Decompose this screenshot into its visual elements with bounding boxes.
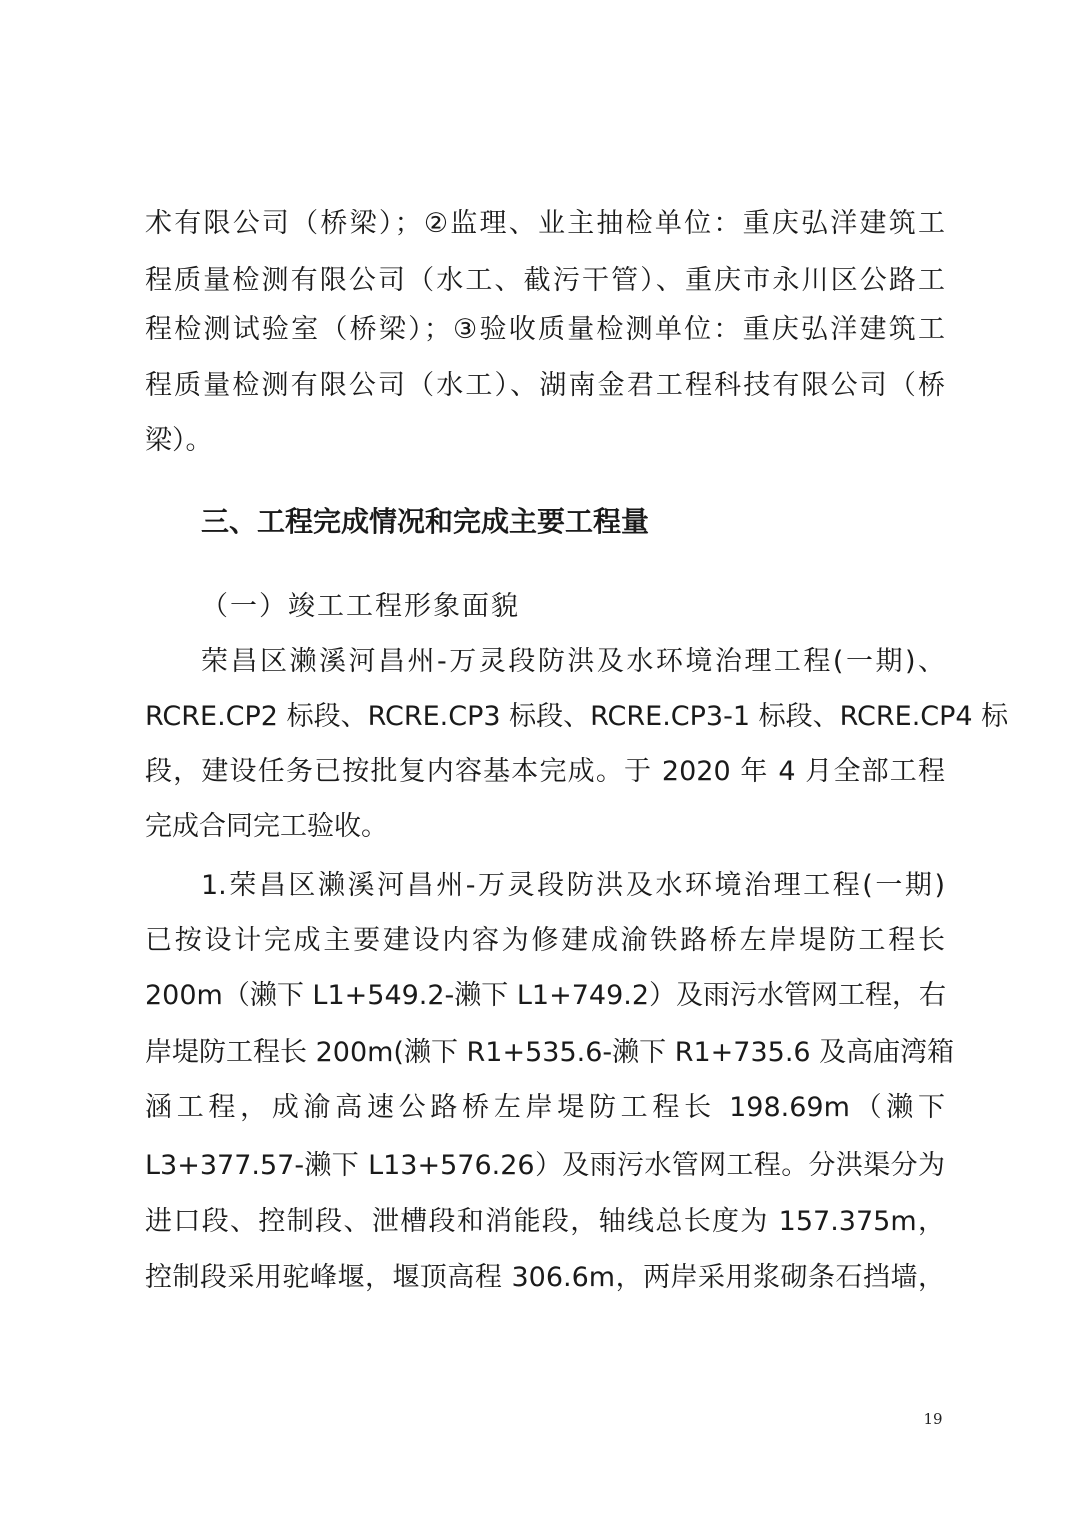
paragraph-3-line-1: 1.荣昌区濑溪河昌州-万灵段防洪及水环境治理工程(一期) (201, 870, 945, 901)
paragraph-2-line-1: 荣昌区濑溪河昌州-万灵段防洪及水环境治理工程(一期)、 (201, 646, 945, 677)
section-heading: 三、工程完成情况和完成主要工程量 (201, 505, 650, 538)
paragraph-3-line-5: 涵工程，成渝高速公路桥左岸堤防工程长 198.69m（濑下 (145, 1092, 945, 1123)
paragraph-1-line-3: 程检测试验室（桥梁）；③验收质量检测单位：重庆弘洋建筑工 (145, 314, 945, 345)
paragraph-2-line-3: 段，建设任务已按批复内容基本完成。于 2020 年 4 月全部工程 (145, 756, 945, 787)
paragraph-2-line-2: RCRE.CP2 标段、RCRE.CP3 标段、RCRE.CP3-1 标段、RCRE.CP4 标 (145, 701, 1009, 732)
sub-heading: （一）竣工工程形象面貌 (201, 591, 520, 622)
paragraph-3-line-6: L3+377.57-濑下 L13+576.26）及雨污水管网工程。分洪渠分为 (145, 1150, 945, 1181)
paragraph-1-line-4: 程质量检测有限公司（水工）、湖南金君工程科技有限公司（桥 (145, 370, 945, 401)
paragraph-3-line-3: 200m（濑下 L1+549.2-濑下 L1+749.2）及雨污水管网工程，右 (145, 980, 947, 1011)
paragraph-3-line-7: 进口段、控制段、泄槽段和消能段，轴线总长度为 157.375m， (145, 1206, 945, 1237)
paragraph-1-line-2: 程质量检测有限公司（水工、截污干管）、重庆市永川区公路工 (145, 265, 945, 296)
paragraph-3-line-4: 岸堤防工程长 200m(濑下 R1+535.6-濑下 R1+735.6 及高庙湾箱 (145, 1037, 955, 1068)
paragraph-1-line-5: 梁）。 (145, 425, 213, 456)
paragraph-3-line-2: 已按设计完成主要建设内容为修建成渝铁路桥左岸堤防工程长 (145, 925, 945, 956)
paragraph-2-line-4: 完成合同完工验收。 (145, 811, 388, 842)
page-number: 19 (923, 1410, 943, 1428)
paragraph-3-line-8: 控制段采用驼峰堰，堰顶高程 306.6m，两岸采用浆砌条石挡墙， (145, 1262, 945, 1293)
paragraph-1-line-1: 术有限公司（桥梁）；②监理、业主抽检单位：重庆弘洋建筑工 (145, 208, 945, 239)
